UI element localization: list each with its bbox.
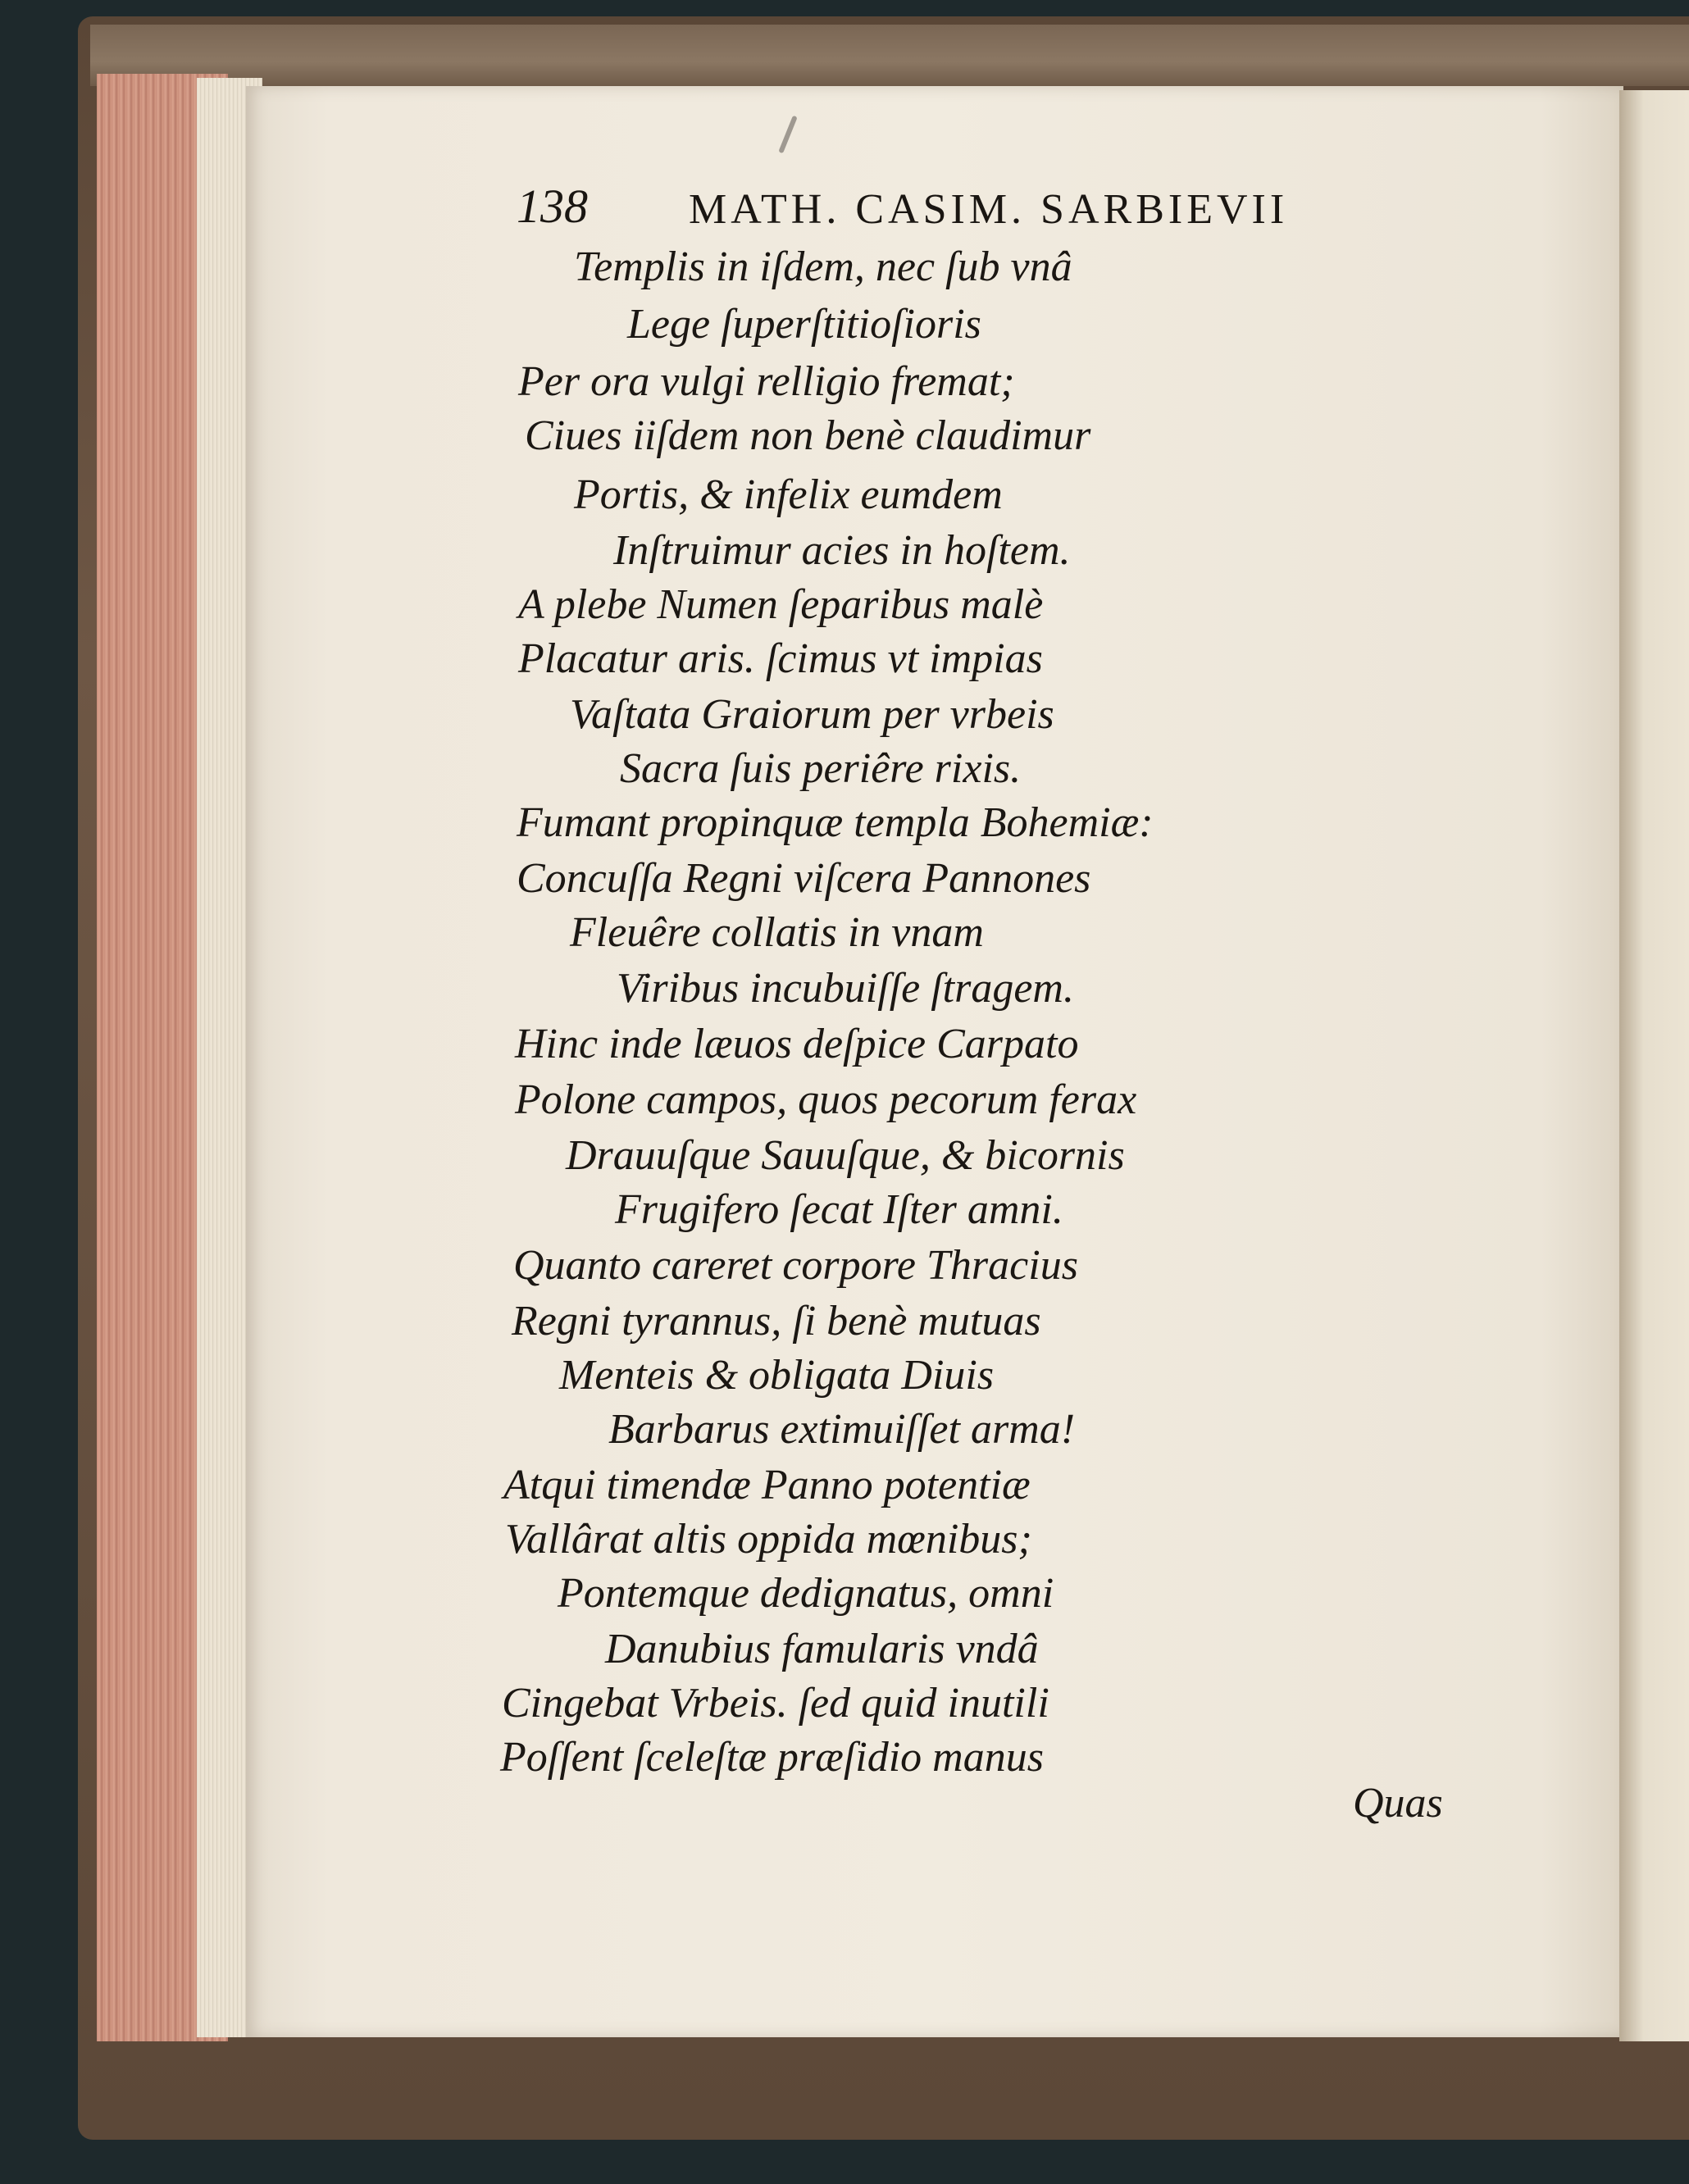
verse-line: Quanto careret corpore Thracius — [513, 1242, 1078, 1289]
verse-line: A plebe Numen ſeparibus malè — [518, 581, 1044, 628]
verse-line: Vaſtata Graiorum per vrbeis — [570, 691, 1054, 738]
verse-line: Templis in iſdem, nec ſub vnâ — [574, 243, 1072, 290]
verse-line: Menteis & obligata Diuis — [559, 1352, 995, 1399]
verse-line: Viribus incubuiſſe ſtragem. — [617, 965, 1074, 1012]
verse-line: Sacra ſuis periêre rixis. — [620, 745, 1022, 792]
verse-line: Drauuſque Sauuſque, & bicornis — [566, 1132, 1125, 1179]
running-title: MATH. CASIM. SARBIEVII — [689, 186, 1289, 233]
verse-line: Vallârat altis oppida mœnibus; — [505, 1516, 1032, 1563]
verse-line: Regni tyrannus, ſi benè mutuas — [512, 1298, 1041, 1345]
verse-line: Fumant propinquæ templa Bohemiæ: — [517, 799, 1154, 846]
page-number: 138 — [517, 180, 588, 233]
verse-line: Hinc inde læuos deſpice Carpato — [515, 1021, 1079, 1067]
verse-line: Fleuêre collatis in vnam — [570, 909, 984, 956]
verse-line: Portis, & infelix eumdem — [574, 471, 1003, 518]
verse-line: Concuſſa Regni viſcera Pannones — [517, 855, 1091, 902]
verse-line: Placatur aris. ſcimus vt impias — [518, 635, 1043, 682]
verse-line: Barbarus extimuiſſet arma! — [608, 1406, 1076, 1453]
verse-line: Lege ſuperſtitioſioris — [627, 301, 981, 348]
catchword: Quas — [1353, 1780, 1443, 1827]
verse-line: Cingebat Vrbeis. ſed quid inutili — [502, 1680, 1049, 1727]
verse-line: Frugifero ſecat Iſter amni. — [615, 1186, 1063, 1233]
verse-line: Per ora vulgi relligio fremat; — [518, 358, 1015, 405]
verse-line: Polone campos, quos pecorum ferax — [515, 1076, 1137, 1123]
verse-line: Ciues iiſdem non benè claudimur — [525, 412, 1091, 459]
verse-line: Atqui timendæ Panno potentiæ — [503, 1462, 1031, 1508]
verse-line: Pontemque dedignatus, omni — [558, 1570, 1054, 1617]
verse-line: Danubius famularis vndâ — [605, 1626, 1039, 1672]
verse-line: Inſtruimur acies in hoſtem. — [613, 527, 1071, 574]
verse-line: Poſſent ſceleſtæ præſidio manus — [500, 1734, 1044, 1781]
